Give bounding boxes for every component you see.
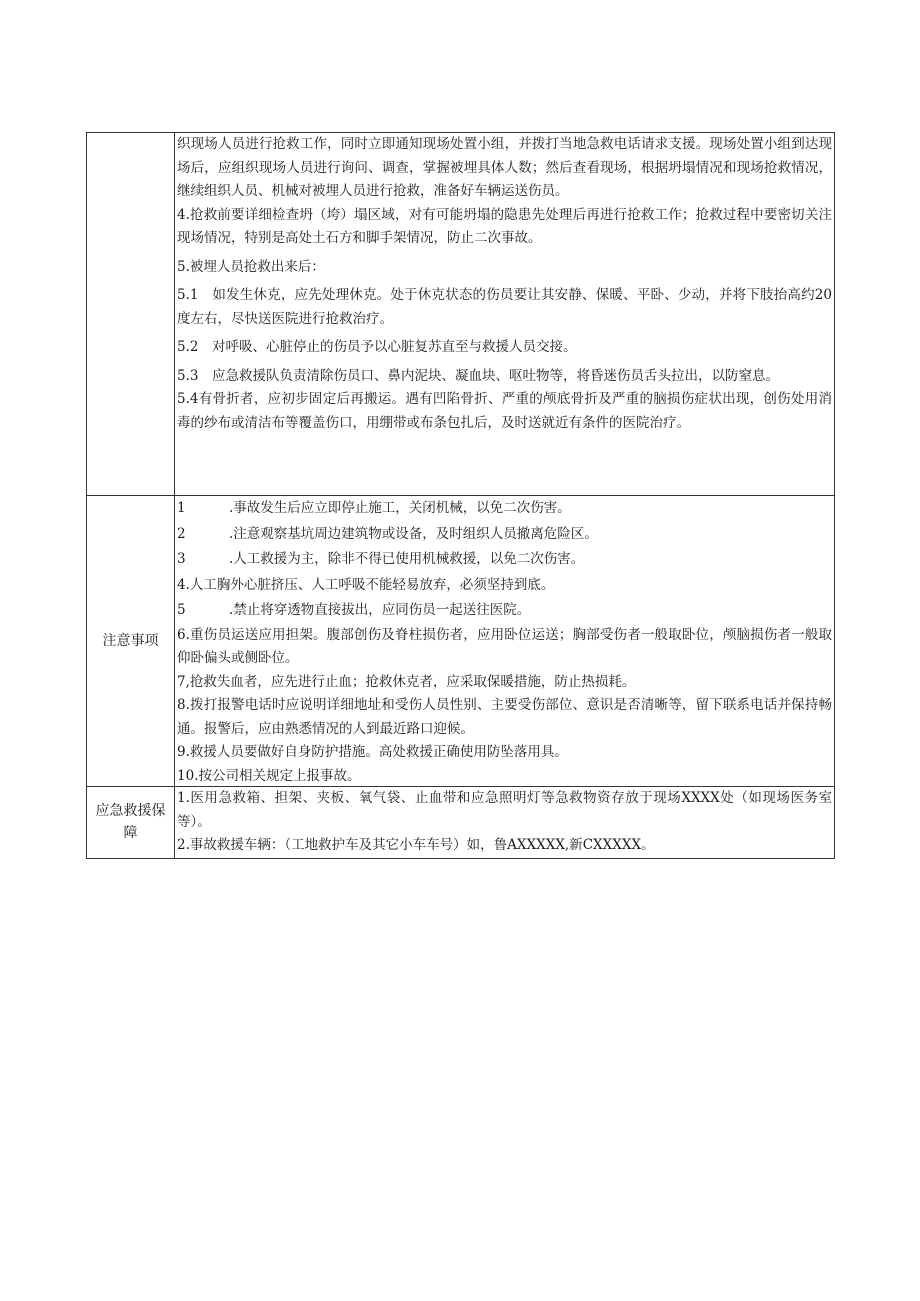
table-row-emergency-support xyxy=(87,787,835,859)
paragraph-step-5-4: 5.4有骨折者，应初步固定后再搬运。遇有凹陷骨折、严重的颅底骨折及严重的脑损伤症状出现，创伤处用消毒的纱布或清洁布等覆盖伤口，用绷带或布条包扎后，及时送就近有条件的医院治疗。 xyxy=(177,391,832,431)
paragraph-step-5-2: 5.2 对呼吸、心脏停止的伤员予以心脏复苏直至与救援人员交接。 xyxy=(177,339,577,355)
list-item-number: 1 xyxy=(177,500,186,516)
emergency-support-content xyxy=(175,787,835,859)
paragraph-item-8: 8.拨打报警电话时应说明详细地址和受伤人员性别、主要受伤部位、意识是否清晰等，留下联系电话并保持畅通。报警后，应由熟悉情况的人到最近路口迎候。 xyxy=(177,697,832,737)
paragraph-on-site-rescue: 织现场人员进行抢救工作，同时立即通知现场处置小组，并拨打当地急救电话请求支援。现场处置小组到达现场后，应组织现场人员进行询问、调查，掌握被埋具体人数；然后查看现场，根据坍塌情况和现场抢救情况，继续组织人员、机械对被埋人员进行抢救，准备好车辆运送伤员。 xyxy=(177,136,832,199)
paragraph-vehicles: 2.事故救援车辆：（工地救护车及其它小车车号）如，鲁AXXXXX,新CXXXXX。 xyxy=(177,837,655,853)
rescue-steps-content xyxy=(175,133,835,496)
paragraph-step-4: 4.抢救前要详细检查坍（垮）塌区域，对有可能坍塌的隐患先处理后再进行抢救工作；抢救过程中要密切关注现场情况，特别是高处土石方和脚手架情况，防止二次事故。 xyxy=(177,206,832,246)
paragraph-item-7: 7,抢救失血者，应先进行止血；抢救休克者，应采取保暖措施，防止热损耗。 xyxy=(177,673,636,690)
precautions-list xyxy=(177,496,832,786)
list-item-text: 4.人工胸外心脏挤压、人工呼吸不能轻易放弃，必须坚持到底。 xyxy=(177,576,555,593)
list-item-text: .事故发生后应立即停止施工，关闭机械，以免二次伤害。 xyxy=(229,500,571,516)
list-item-number: 5 xyxy=(177,602,186,618)
list-item-number: 3 xyxy=(177,551,186,567)
paragraph-step-5-1: 5.1 如发生休克，应先处理休克。处于休克状态的伤员要让其安静、保暖、平卧、少动，并将下肢抬高约20度左右，尽快送医院进行抢救治疗。 xyxy=(177,287,832,327)
paragraph-item-9: 9.救援人员要做好自身防护措施。高处救援正确使用防坠落用具。 xyxy=(177,744,568,760)
list-item-text: .人工救援为主，除非不得已使用机械救援，以免二次伤害。 xyxy=(229,551,585,567)
emergency-plan-table xyxy=(86,132,835,859)
list-item-number: 2 xyxy=(177,525,186,542)
paragraph-supplies: 1.医用急救箱、担架、夹板、氧气袋、止血带和应急照明灯等急救物资存放于现场XXXX处（如现场医务室等）。 xyxy=(177,790,832,830)
list-item xyxy=(177,496,832,522)
table-row-rescue-steps xyxy=(87,133,835,496)
list-item-text: .禁止将穿透物直接拔出，应同伤员一起送往医院。 xyxy=(229,602,531,618)
paragraph-item-6: 6.重伤员运送应用担架。腹部创伤及脊柱损伤者，应用卧位运送；胸部受伤者一般取卧位，颅脑损伤者一般取仰卧偏头或侧卧位。 xyxy=(177,626,832,666)
list-item xyxy=(177,522,832,548)
precautions-content xyxy=(175,496,835,787)
list-item-text: .注意观察基坑周边建筑物或设备，及时组织人员撤离危险区。 xyxy=(229,525,598,542)
paragraph-step-5: 5.被埋人员抢救出来后： xyxy=(177,258,325,275)
list-item xyxy=(177,598,832,624)
precautions-label: 注意事项 xyxy=(102,633,159,649)
paragraph-item-10: 10.按公司相关规定上报事故。 xyxy=(177,767,361,784)
list-item xyxy=(177,573,832,599)
paragraph-step-5-3: 5.3 应急救援队负责清除伤员口、鼻内泥块、凝血块、呕吐物等，将昏迷伤员舌头拉出，以防窒息。 xyxy=(177,367,779,384)
emergency-support-label: 应急救援保障 xyxy=(95,803,166,842)
row-label-precautions xyxy=(87,496,175,787)
row-label-emergency-support xyxy=(87,787,175,859)
list-item xyxy=(177,547,832,573)
table-row-precautions xyxy=(87,496,835,787)
row-label-empty xyxy=(87,133,175,496)
